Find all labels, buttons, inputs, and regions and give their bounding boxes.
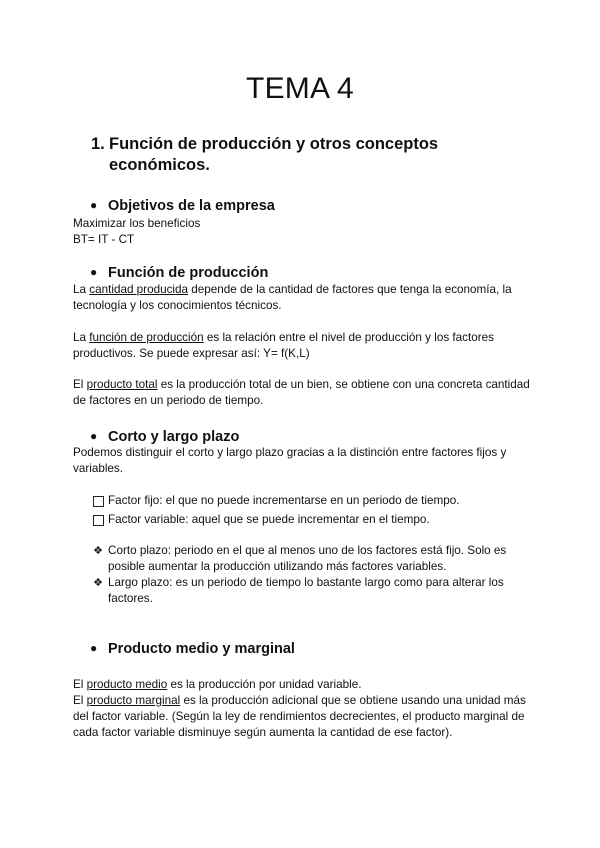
text: La (73, 283, 90, 296)
checklist-text: Factor variable: aquel que se puede incrementar en el tiempo. (108, 513, 430, 526)
page-title: TEMA 4 (246, 72, 354, 105)
checklist-text: Factor fijo: el que no puede incrementarse en un periodo de tiempo. (108, 494, 460, 507)
text: La (73, 331, 90, 344)
text: es la producción adicional que se obtiene usando una unidad más del factor variable. (Según la ley de rendimientos decrecientes, el producto marginal de cada factor variable disminuye según aumenta la cantidad de ese factor). (73, 694, 526, 739)
term-producto-marginal: producto marginal (86, 694, 181, 707)
diamond-bullet-icon: ❖ (93, 545, 103, 557)
funcion-paragraph-2 (73, 330, 533, 362)
heading-text: Función de producción y otros conceptos económicos. (109, 135, 439, 174)
diamond-item (91, 575, 531, 607)
heading-corto-largo (90, 427, 239, 446)
bullet-icon: ● (90, 198, 98, 212)
funcion-paragraph-3 (73, 377, 533, 409)
corto-intro: Podemos distinguir el corto y largo plazo gracias a la distinción entre factores fijos y variables. (73, 446, 507, 475)
text: El (73, 678, 87, 691)
text: El (73, 694, 87, 707)
checklist-item (91, 493, 531, 509)
funcion-paragraph-1 (73, 282, 533, 314)
bullet-icon: ● (90, 641, 98, 655)
objetivos-line-2: BT= IT - CT (73, 233, 135, 246)
objetivos-line-1: Maximizar los beneficios (73, 217, 201, 230)
diamond-item (91, 543, 531, 575)
heading-producto-medio (90, 639, 295, 658)
term-cantidad-producida: cantidad producida (89, 283, 189, 296)
text: es la relación entre el nivel de producción y los factores productivos. Se puede expresar así: Y= f(K,L) (73, 331, 495, 360)
diamond-text: Largo plazo: es un periodo de tiempo lo bastante largo como para alterar los factores. (108, 576, 504, 605)
term-producto-total: producto total (86, 378, 158, 391)
term-funcion-produccion: función de producción (89, 331, 204, 344)
heading-objetivos-text: Objetivos de la empresa (108, 198, 275, 214)
heading-objetivos (90, 196, 275, 215)
diamond-text: Corto plazo: periodo en el que al menos uno de los factores está fijo. Solo es posible aumentar la producción utilizando más factores variables. (108, 544, 507, 573)
medio-paragraph-2 (73, 693, 533, 741)
text: depende de la cantidad de factores que tenga la economía, la tecnología y los conocimientos técnicos. (73, 283, 512, 312)
heading-medio-text: Producto medio y marginal (108, 641, 295, 657)
checkbox-icon (93, 496, 104, 507)
text: El (73, 378, 87, 391)
heading-corto-text: Corto y largo plazo (108, 429, 240, 445)
bullet-icon: ● (90, 429, 98, 443)
text: es la producción total de un bien, se obtiene con una concreta cantidad de factores en un periodo de tiempo. (73, 378, 530, 407)
checkbox-icon (93, 515, 104, 526)
heading-number: 1. (91, 135, 105, 153)
medio-paragraph-1 (73, 677, 533, 693)
bullet-icon: ● (90, 265, 98, 279)
term-producto-medio: producto medio (86, 678, 168, 691)
diamond-bullet-icon: ❖ (93, 577, 103, 589)
heading-funcion (90, 263, 268, 282)
text: es la producción por unidad variable. (167, 678, 362, 691)
section-heading-1 (91, 134, 491, 176)
checklist-item (91, 512, 531, 528)
heading-funcion-text: Función de producción (108, 265, 269, 281)
